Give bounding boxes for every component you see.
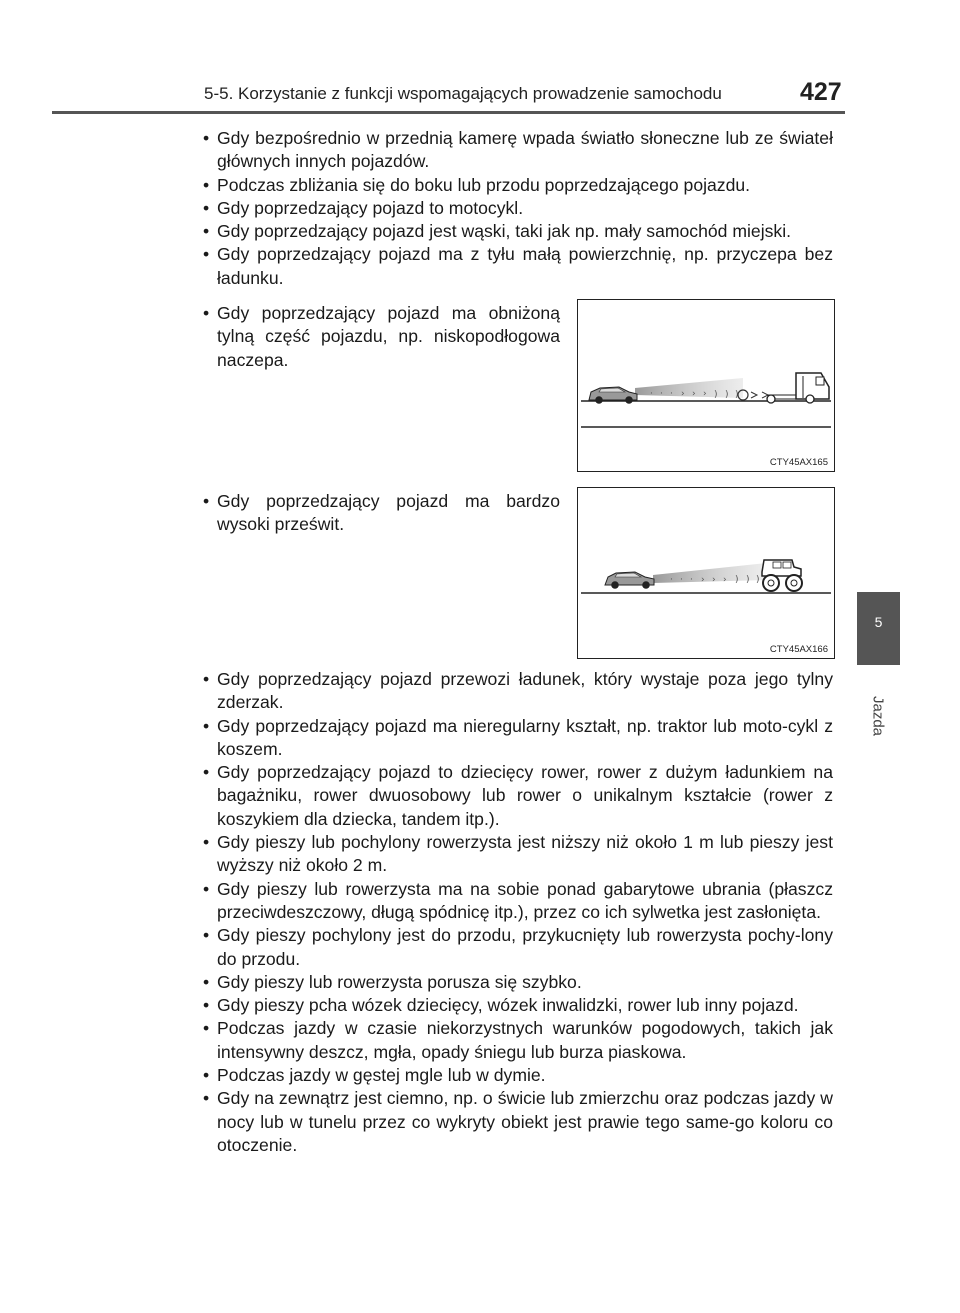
list-item: • Gdy pieszy lub rowerzysta porusza się szybko. [203,971,833,994]
list-item: • Gdy poprzedzający pojazd ma bardzo wysoki prześwit. [203,490,560,537]
chapter-label-text: Jazda [869,695,887,737]
list-item: • Gdy poprzedzający pojazd to dziecięcy rower, rower z dużym ładunkiem na bagażniku, rower dwuosobowy lub rower o unikalnym kształcie (rower z koszykiem dla dziecka, tandem itp.). [203,761,833,831]
svg-text:·: · [690,575,693,585]
svg-text:): ) [746,575,750,585]
svg-text:›: › [703,389,707,399]
list-item: • Gdy na zewnątrz jest ciemno, np. o świcie lub zmierzchu oraz podczas jazdy w nocy lub w tunelu przez co wykryty obiekt jest prawie tego same-go koloru co otoczenie. [203,1087,833,1157]
svg-text:·: · [660,389,663,399]
list-item: • Gdy pieszy pcha wózek dziecięcy, wózek inwalidzki, rower lub inny pojazd. [203,994,833,1017]
illustration-car-following-offroad [578,488,834,658]
svg-text:›: › [723,575,727,585]
header-divider [52,111,845,114]
section-title: 5-5. Korzystanie z funkcji wspomagających prowadzenie samochodu [204,84,722,103]
bullet-list-bottom [203,668,833,1157]
svg-text:›: › [701,575,705,585]
bullet-list-figure-1 [203,302,560,372]
svg-text:›: › [681,389,685,399]
bullet-list-figure-2 [203,490,560,537]
list-item: • Podczas jazdy w czasie niekorzystnych warunków pogodowych, takich jak intensywny deszcz, mgła, opady śniegu lub burza piaskowa. [203,1017,833,1064]
figure-low-rear-truck [577,299,835,472]
list-item: • Gdy poprzedzający pojazd jest wąski, taki jak np. mały samochód miejski. [203,220,833,243]
list-item: • Gdy poprzedzający pojazd ma z tyłu małą powierzchnię, np. przyczepa bez ładunku. [203,243,833,290]
chapter-number: 5 [874,614,883,630]
svg-text:›: › [712,575,716,585]
list-item: • Gdy pieszy lub rowerzysta ma na sobie ponad gabarytowe ubrania (płaszcz przeciwdeszczowy, długą spódnicę itp.), przez co ich sylwetka jest zasłonięta. [203,878,833,925]
svg-text:·: · [670,575,673,585]
svg-text:·: · [680,575,683,585]
list-item: • Gdy pieszy pochylony jest do przodu, przykucnięty lub rowerzysta pochy-lony do przodu. [203,924,833,971]
list-item: • Podczas zbliżania się do boku lub przodu poprzedzającego pojazdu. [203,174,833,197]
bullet-list-top [203,127,833,290]
svg-text:·: · [670,389,673,399]
chapter-tab [857,592,900,665]
list-item: • Podczas jazdy w gęstej mgle lub w dymie. [203,1064,833,1087]
svg-text:): ) [735,390,739,400]
chapter-label [856,676,900,756]
list-item: • Gdy pieszy lub pochylony rowerzysta jest niższy niż około 1 m lub pieszy jest wyższy niż około 2 m. [203,831,833,878]
svg-text:): ) [725,390,729,400]
list-item: • Gdy poprzedzający pojazd to motocykl. [203,197,833,220]
svg-text:): ) [735,575,739,585]
page-number: 427 [800,78,842,106]
figure-code: CTY45AX165 [769,457,828,468]
svg-text:): ) [714,390,718,400]
svg-text:·: · [650,389,653,399]
list-item: • Gdy poprzedzający pojazd ma nieregularny kształt, np. traktor lub moto-cykl z koszem. [203,715,833,762]
figure-code: CTY45AX166 [769,644,828,655]
svg-text:): ) [756,575,760,585]
list-item: • Gdy poprzedzający pojazd ma obniżoną tylną część pojazdu, np. niskopodłogowa naczepa. [203,302,560,372]
figure-high-clearance [577,487,835,659]
list-item: • Gdy bezpośrednio w przednią kamerę wpada światło słoneczne lub ze świateł głównych innych pojazdów. [203,127,833,174]
illustration-car-following-truck [578,300,834,471]
svg-text:›: › [692,389,696,399]
list-item: • Gdy poprzedzający pojazd przewozi ładunek, który wystaje poza jego tylny zderzak. [203,668,833,715]
